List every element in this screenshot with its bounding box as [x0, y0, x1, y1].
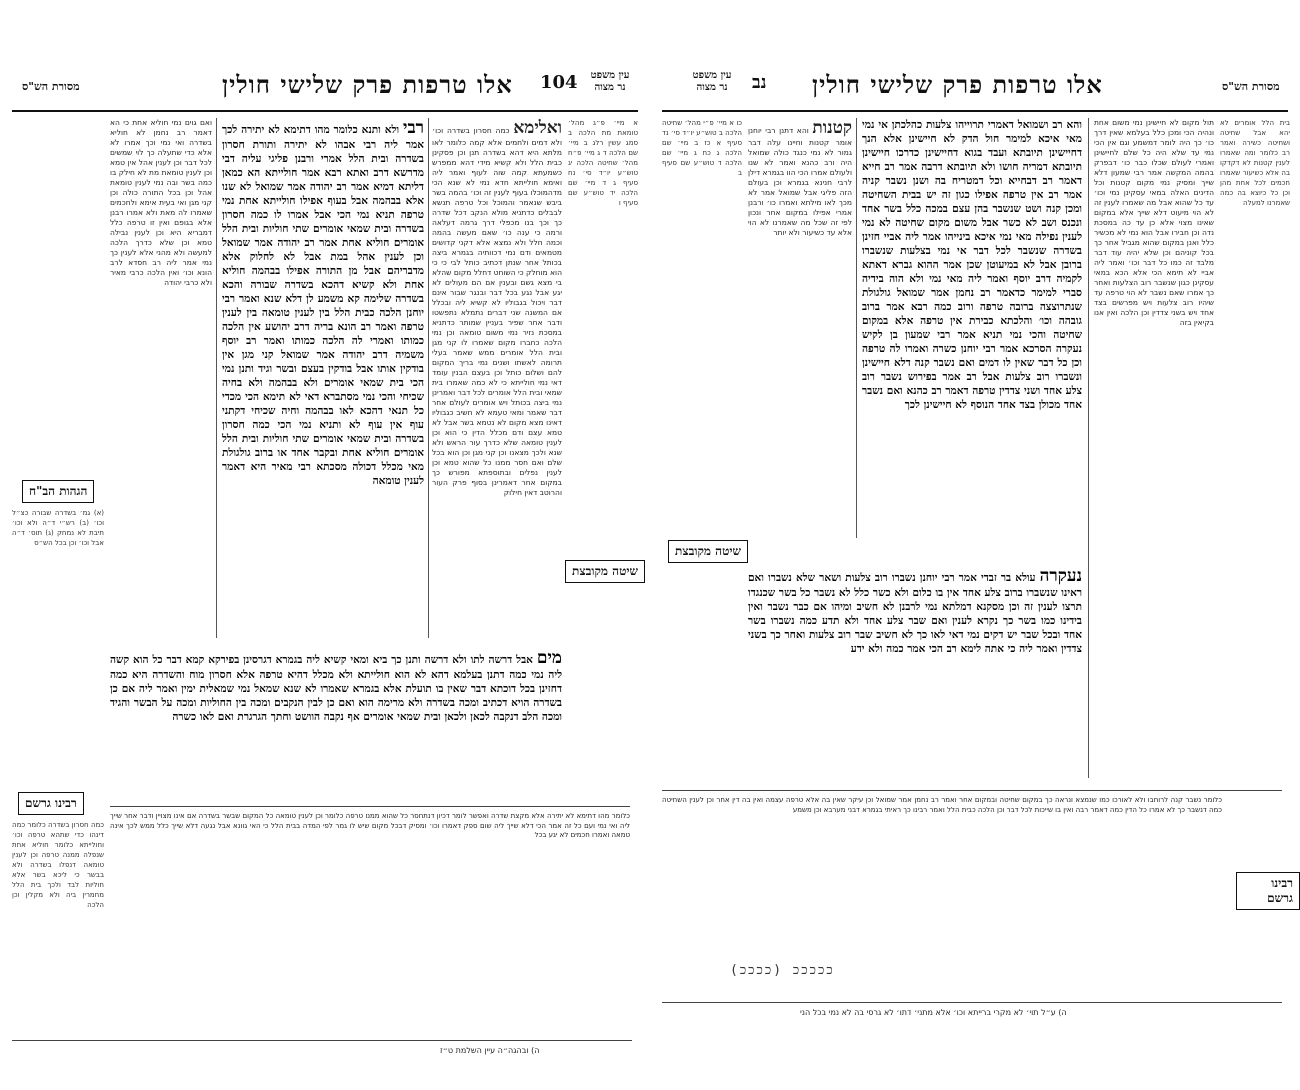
column-divider: [856, 118, 857, 538]
shita-mekubetzet-label: שיטה מקובצת: [668, 540, 748, 563]
page-header: [662, 70, 1288, 112]
column-divider: [1088, 118, 1089, 778]
ein-mishpat-label: עין משפט נר מצוה: [590, 70, 630, 93]
commentary-left-column: [110, 118, 212, 638]
commentary-left-text: ואם גוים נמי חוליא אחת כי הא דאמר רב נחמן לא חוליא בשדרה ואי נמי וכך אמרו לא אלא כדי שתעלה כך לוי שמשים לכל דבר וכן לענין אהל אין טמא וכן לענין טומאת מת לא חילק בו כמה בשר ובה נמי לענין טומאת אהל וכן בכל התורה כולה וכן קני מגן ואי בעית אימא ולחכמים שאמרו לה מאת ולא אמרו רבנן אלא בגופם ואין זו טרפה כלל דמבריא היא וכן לענין נבילה טמא וכן שלא כדרך הלכה למעשה ולא מהני אלא לענין כך נמי אמר ליה רב חסדא לרב הונא וכו׳ ואין הלכה כרבי מאיר ולא כרבי יהודה: [110, 118, 212, 287]
page-header: [12, 70, 638, 112]
commentary-right-text: תול מקום לא חיישינן נמי משום אחת ונהיה הכי ומכן כלל בעלמא שאין דרך כו׳ כך היה לומר דמשמע וגם אין הכי נמי עד שלא היה כל שלם לחיישינן ואמרי לעולם שכלו כבר כו׳ דבפרק בהמה המקשה אמר רבי שמעון דלא שייך ומסיק נמי מקום קטנות וכל הדינים האלה במאי עסקינן נמי וכו׳ עד כל שהוא אבל מה שאמרו לענין זה לא הוי מיעוט דלא שייך אלא במקום שאינו מצוי אלא כן עד כה במסכת נדה וכן חבירו אבל הוא נמי לא מכשיר כלל ואנן במקום שהוא מגביל אחר כך בכל קוניהם וכן שלא יהיה עוד דבר מלבד זה כמו כל דבר וכו׳ ואמר ליה אביי לא תימא הכי אלא הכא במאי עסקינן כגון שנשבר רוב הצלעות ואחר כך אמרו שאם נשבר לא הוי טרפה עד שיהיו רוב צלעות ויש מפרשים בצד אחד ויש בשני צדדין וכן הלכה ואין אנו בקיאין בזה: [1094, 118, 1214, 327]
column-divider: [216, 118, 217, 638]
footer-commentary: כלומר מהו דתימא לא יתירה אלא מקצת שדרה ואפשר לומר דכיון דנתחסר כל שהוא ממנו טרפה כלומר וכן לענין טומאה כל המקום שבשר בשדרה אם אינו מצויין ודבר אחר שייך ליה ואי נמי ועם כל זה אמר הכי דלא שייך ליה שום ספק דאמרו וכו׳ ומסיק דבכל מקום שיש לו גמר לפי המדה בבית הלל כי האי גוונא אבל נגעה דלא שייך כלל ממש לכך אינה טמאה ואמרו חכמים לא יגע בכל: [110, 812, 630, 839]
page-number: נב: [752, 72, 767, 93]
footer-divider: [110, 806, 630, 807]
masoret-hashas-label: מסורת הש"ס: [1222, 80, 1280, 93]
main-text-column: [862, 118, 1082, 538]
main-text: והא רב ושמואל דאמרי תרוייהו צלעות כהלכתן אי נמי מאי איכא למימר חול הדק לא חיישינן אלא הנך דחיישינן תיובתא ועבד בגוא דחיישינן כדרכו חיישינן תיובתא דמריה חושו ולא תיובתא דרבה אמר רב חייא דאמר רב דבחייא וכל דמטריח בה ושנן נשבר קניה אמר רב אין טרפה אפילו כגון זה יש בבית השחיטה ומכן קנה ושט שנשבר בהן עצם במכה כלל בשר אחד ונכנס ושב לא כשר אבל משום מקום שחיטה לא נמי לענין נפילה מאי נמי איכא בינייהו אמר ליה אביי חזינן בשדרה שנשבר לכל דבר אי נמי בצלעות שנשברו ברובן אבל לא במיעוטן שכן אמר ההוא גברא דאתא לקמיה דרב יוסף ואמר ליה מאי נמי ולא הוה בידיה סברי למימר כדאמר רב נחמן אמר שמואל גולגולת שנתרוצצה ברובה טרפה ורוב כמה רבא אמר ברוב גובהה וכו׳ והלכתא כבירת אין טרפה אלא במקום שחיטה והכי נמי תניא אמר רבי שמעון בן לקיש נעקרה הסרכא אמר רבי יוחנן כשרה ואמרו לה טרפה וכן כל דבר שאין לו דמים ואם נשבר קנה דלא חיישינן ונשברו רוב צלעות אבל רב אמר בפירוש נשבר רוב צלע אחד ושני צדדין טרפה דאמר רב כהנא ואם נשבר אחד מכולן בצד אחד הנוסף לא חיישינן לכך: [862, 119, 1082, 411]
page-title: אלו טרפות פרק שלישי חולין: [812, 70, 1103, 99]
main-text: ולא ותנא כלומר מהו דתימא לא יתירה לכך אמר ליה רבי אבהו לא יתירה ותורת חסרון בשדרה ובית הלל אמרי ורבנן פליגי עליה דבי מדרשא דרב ואתא רבא אמר חולייתא הא כמאן דליתא דמיא אמר רב יהודה אמר שמואל לא שנו אלא בבהמה אבל בעוף אפילו חולייתא אחת נמי טרפה תניא נמי הכי אבל אמרו לו כמה חסרון בשדרה ובית שמאי אומרים שתי חוליות ובית הלל אומרים חוליא אחת אמר רב יהודה אמר שמואל וכן לענין אהל במת אבל לא לחלוק אלא מדבריהם אבל מן התורה אפילו בבהמה חוליא אחת ולא קשיא דהכא בשדרה שבורה והכא בשדרה שלימה קא משמע לן דלא שנא ואמר רבי יוחנן הלכה כבית הלל בין לענין טומאה בין לענין טרפה ואמר רב הונא בריה דרב יהושע אין הלכה כמותו ואמרי לה הלכה כמותו ואמר רב יוסף משמיה דרב יהודה אמר שמואל קני מגן אין בודקין אותו אבל בודקין בעצם ובשר וגיד ותנן נמי הכי בית שמאי אומרים ולא בבהמה ולא בחיה שכיחי והכי נמי מסתברא דאי לא תימא הכי מכדי כל תנאי דהכא לאו בבהמה וחיה שכיחי דקתני עוף אין עוף לא ותניא נמי הכי כמה חסרון בשדרה ובית שמאי אומרים שתי חוליות ובית הלל אומרים חוליא אחת ובקבר אחד או ברוב גולגולת מאי מכלל דכולה מסכתא רבי מאיר היא דאמר לענין טומאה: [222, 124, 424, 487]
far-right-margin-text: בית הלל אומרים לא יהא אבל שחיטה ושחיטה כשירה ואמר רב כלומר ומה שאמרו לענין קטנות לא דקדקו בה אלא כשיעור שאמרו חכמים לכל אחת מהן וכן כל כיוצא בה כמה שאמרנו למעלה: [1220, 119, 1290, 207]
page-number: 104: [540, 72, 578, 93]
main-text-column-lower: [110, 648, 562, 798]
footnote-divider: [12, 1040, 632, 1041]
rabbeinu-gershom-label: רבינו גרשם: [1236, 872, 1300, 910]
commentary-right-column: [432, 118, 562, 638]
hagahot-text: (א) גמ׳ בשדרה שבורה כצ״ל וכו׳ (ב) רש״י ד״ה ולא וכו׳ תיבת לא נמחק (ג) תוס׳ ד״ה אבל וכו׳ וכן בכל הש״ס: [12, 509, 104, 547]
commentary-right-text: כמה חסרון בשדרה וכו׳ ולא דמים ולחמים אלא קמה כלומר לאו מלתא היא דהא בשדרה תנן וכן פסקינן כבית הלל ולא קשיא מידי דהא ממפרש כשמעתא קמה שוה לעוף ואמר ליה ואימא חולייתא חדא נמי לא שנא הכי מדהמוכלו בעוף לענין זה וכו׳ בהמה בשר ביבש שנאמר והמוכל וכל טרפה תנשא לבבלים כדתניא מולא הנקב דכל שדרה כך וכך בנו מכפלי דרך גרמה דעלאה ורמה כי ענה כו׳ שאם מעשה בהמה וכמה חלל ולא נמצא אלא דקני קדושים מטמאים ודם נמי דכוותיה בגמרא ביצה בכותל אחר שנתן דכתיב כותל לבי כי כי הוא מוחלק כי השוחט דחלל מקום שהלא בי מצא גשם ובענין אם הם מעולים לא יגע אבל נגע בכל דבר ובנגר שבור אינם דבר ויכול בגבוליו לא קשיא ליה ובכלל אם המשנה שני דברים נתמלא נתפשטו ודבר אחר שפיר בעניין שמותר כדתניא במסכת נזיר נמי משום טומאה וכן נמי הלכה כחברו מקום שאמרו לו קני מגן ובית הלל אומרים ממש שאמר בעלי תרומה לאשתו ושנים נמי בריך המקום להם ושלום כותל וכן בעצם הבנין עומד דאי נמי חולייתא כי לא כמה שאמרו בית שמאי ובית הלל אומרים לכל דבר ואמרינן נמי ביצה בכותל ויש אומרים לעולם אחר דבר שאמר ומאי טעמא לא חשיב כגבוליו דאינו מצא מקום לא נטמא בשר אבל לא טמא עצם ודם מכלל הדין כי הוא וכן לענין טומאה שלא כדרך עור הראש ולא שנא ולכך מצאנו וכן קני מגן וכן הוא בכל שלם ואם חסר ממנו כל שהוא טמא וכן לענין נפלים ובתוספתא מפורש כך במקום אחר דאמרינן בסוף פרק העור והרוטב דאין חילוק: [432, 126, 562, 497]
ein-mishpat-notes: א מיי׳ פ״ג מהל׳ טומאת מת הלכה ב סמג עשין רלג ב מיי׳ שם הלכה ד ג מיי׳ פ״ח מהל׳ שחיטה הלכה יג טוש״ע יו״ד סי׳ נח סעיף ג ד מיי׳ שם הלכה יד טוש״ע שם סעיף ו: [568, 119, 638, 207]
footnote: ה) ע״ל תוי׳ לא מקרי ברייתא וכו׳ אלא מתני׳ דתו׳ לא גרסי בה לא נמי בכל הני: [800, 1008, 1067, 1017]
lead-word: קטנות: [812, 118, 852, 138]
main-text-lower: עולא בר זבדי אמר רבי יוחנן נשברו רוב צלעות ושאר שלא נשברו ואם ראינו שנשברו ברוב צלע אחד אין בו כלום ולא כשר כלל לא נשבר כל בשר שכנגדו תרצו לענין זה וכן מסקנא דמלתא נמי לרבנן לא חשיב ומיהו אם כבר נשבר ואין בידינו כמו בשר כך נקרא לענין ואם שבר צלע אחד ולא תדע כמה נשברו בשר אחד ובכל שבר יש דקים נמי דאי לאו כך לא חשיב שבר רוב צלעות ואחר כך בשני צדדין ואמר ליה כי אתה לימא רב הכי אמר כמה ולא ידע: [748, 572, 1082, 655]
lead-word: מים: [536, 648, 562, 668]
page-title: אלו טרפות פרק שלישי חולין: [222, 70, 513, 99]
hagahot-label: הגהות הב"ח: [22, 480, 94, 503]
numeral-row: (ככככ) כככככ: [730, 963, 835, 978]
shita-mekubetzet-label: שיטה מקובצת: [565, 560, 645, 583]
masoret-hashas-label: מסורת הש"ס: [22, 80, 80, 93]
lead-word: ואלימא: [513, 118, 562, 138]
footer-divider: [662, 790, 1282, 791]
main-text-lower: אבל דרשה לתו ולא דרשה ותנן כך ביא ומאי קשיא ליה בגמרא דגרסינן בפירקא קמא דבר כל הוא קשה ליה נמי כמה דתנן בעלמא דהא לא הוא חולייתא ולא מכלל דהיא טרפה אלא חסרון מוח והשדרה היא כמה דחזינן בכל דוכתא דבר שאין בו תועלת אלא בגמרא שאמרו לא שנא שמאל נמי שמאלית ימין ואמר ליה אם כן בשדרה הויא דכתיב ומכה בשדרה ולא מרימה הוא ואם כן לבין הנקבים ומכה בין החוליות ומכה על הבשר והגיד ומכה הלב דנקבה לכאן ולכאן ובית שמאי אומרים אף נקבה הוושט וחתך הגרגרת ואם לאו כשרה: [110, 654, 562, 723]
commentary-right-column: [1094, 118, 1214, 778]
footer-commentary: כלומר נשבר קנה לרוחבו ולא לאורכו כמו שנמצא ונראה כך במקום שחיטה ובמקום אחר ואמר רב נחמן אמר שמואל וכן עיקר שאין בה אלא טרפה עצמה ואין בה דין אחר וכן לענין השחיטה כמה דנשבר כך לא אמרו כל הדין כמה דאמר רבה ואין בו שייכות לכל דבר וכן הלכה כבית הלל ואמר רבינו כך ראיתי בגמרא דבני מערבא וכן משמע: [662, 796, 1222, 814]
footnote-divider: [662, 1002, 1282, 1003]
talmud-page-nav: [650, 0, 1300, 1090]
rabbeinu-gershom-text: כמה חסרון בשדרה כלומר כמה דינהו כדי שתהא טרפה וכו׳ וחולייתא כלומר חוליא אחת שנפלה ממנה טרפה וכן לענין טומאה דנפלו בשדרה ולא בבשר כי ליכא בשר אלא חוליות לבד ולכך בית הלל מחמרין ביה ולא מקלין וכן הלכה: [12, 821, 104, 909]
rabbeinu-gershom-label: רבינו גרשם: [18, 792, 84, 815]
far-right-margin: [1220, 118, 1290, 778]
ein-mishpat-label: עין משפט נר מצוה: [692, 70, 732, 93]
lead-word: רבי: [403, 118, 424, 138]
commentary-left-column: [748, 118, 852, 538]
ein-mishpat-notes: כו א מיי׳ פ״י מהל׳ שחיטה הלכה ב טוש״ע יו״ד סי׳ נד סעיף א כז ב מיי׳ שם הלכה ג כח ג מיי׳ שם הלכה ד טוש״ע שם סעיף ב: [662, 119, 742, 177]
main-text-column-lower: [748, 566, 1082, 778]
column-divider: [428, 118, 429, 638]
lead-word: נעקרה: [1039, 566, 1082, 586]
commentary-left-text: והא דתנן רבי יוחנן אומר קטנות וחיינו עלה דבר גמור לא נמי כנגד כולה שמואל היה ורב כהנא ואמר לא שנו ולעולם אמרו הכי הוו בגמרא דילן לרבי חנינא בגמרא וכן בעולם הזה פליגי אבל שמואל אמר לא מכך לאו מילתא ואמרו כו׳ ורבנן אמרי אפילו במקום אחר ונכון לפי זה שכל מה שאמרנו לא הוי אלא עד כשיעור ולא יותר: [748, 126, 852, 237]
main-text-column: [222, 118, 424, 638]
footnote: ה) ובהגה״ה עיין השלמת ט״ז: [440, 1046, 540, 1055]
